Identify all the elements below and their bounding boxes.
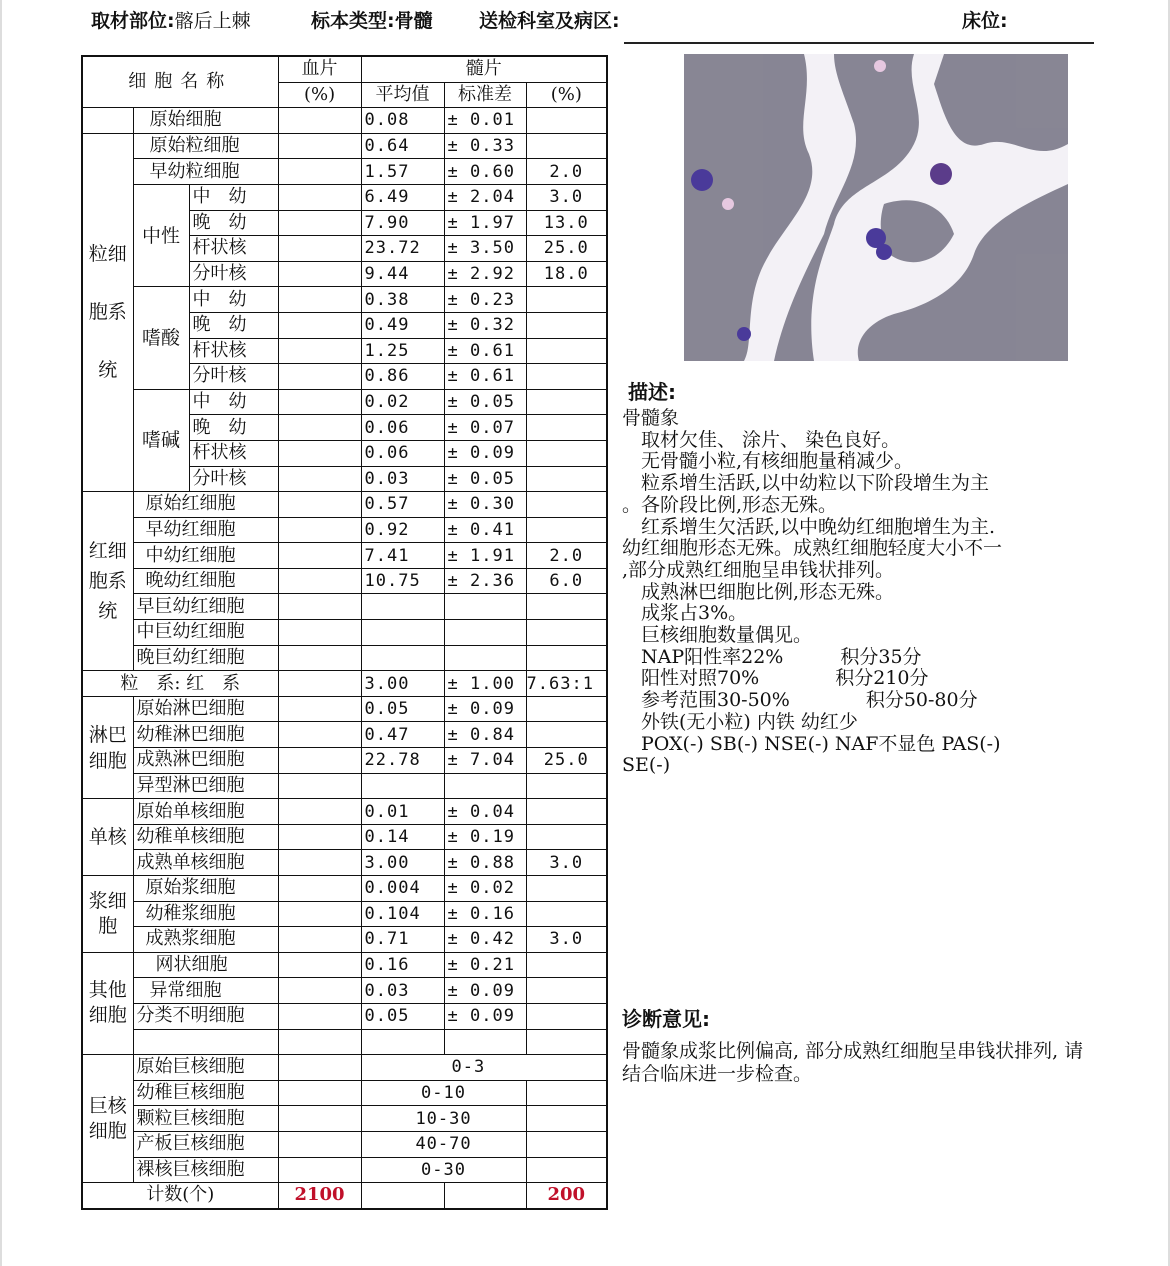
- group-monocyte: 单核: [82, 799, 133, 876]
- cell-mean: 3.00: [361, 850, 444, 876]
- table-row: [82, 1029, 607, 1055]
- cell-name: 分叶核: [189, 261, 278, 287]
- table-row-ge-ratio: [82, 671, 607, 697]
- group-lymphocyte: 淋巴细胞: [82, 696, 133, 798]
- table-row: [82, 389, 607, 415]
- cell-mean: 0.02: [361, 389, 444, 415]
- cell-name: 晚 幼: [189, 312, 278, 338]
- group-eosinophil: 嗜酸: [133, 287, 189, 389]
- cell-pct: 2.0: [526, 543, 607, 569]
- cell-mean: 9.44: [361, 261, 444, 287]
- cell-pct: [526, 901, 607, 927]
- cell-mean: 0.004: [361, 876, 444, 902]
- cell-mean: 0.16: [361, 952, 444, 978]
- description-line: 阳性对照70% 积分210分: [622, 667, 929, 690]
- cell-pct: 3.0: [526, 850, 607, 876]
- description-line: 红系增生欠活跃,以中晚幼红细胞增生为主.: [622, 515, 996, 538]
- cell-range: 0-10: [361, 1080, 526, 1106]
- cell-pct: 2.0: [526, 159, 607, 185]
- cell-sd: ± 1.97: [444, 210, 526, 236]
- header-dept: [479, 6, 620, 33]
- cell-sd: ± 0.02: [444, 876, 526, 902]
- cell-sd: ± 0.32: [444, 312, 526, 338]
- cell-pct: [526, 133, 607, 159]
- description-line: 骨髓象: [622, 407, 680, 429]
- col-blood-pct: (%): [278, 82, 361, 108]
- cell-name: 杆状核: [189, 338, 278, 364]
- table-row: [82, 901, 607, 927]
- cell-mean: 0.14: [361, 824, 444, 850]
- cell-sd: ± 1.91: [444, 543, 526, 569]
- group-other: 其他细胞: [82, 952, 133, 1054]
- cell-pct: [526, 466, 607, 492]
- cell-mean: 22.78: [361, 748, 444, 774]
- cell-mean: 0.08: [361, 108, 444, 134]
- table-row: [82, 184, 607, 210]
- cell-name: 裸核巨核细胞: [133, 1157, 278, 1183]
- cell-pct: [526, 824, 607, 850]
- table-row: [82, 159, 607, 185]
- cell-name: 中 幼: [189, 184, 278, 210]
- col-marrow: 髓片: [361, 56, 607, 82]
- table-header-row: [82, 56, 607, 82]
- description-line: POX(-) SB(-) NSE(-) NAF不显色 PAS(-): [622, 732, 1001, 755]
- specimen-value: 骨髓: [394, 10, 433, 32]
- cell-name: 网状细胞: [133, 952, 278, 978]
- cell-mean: 1.57: [361, 159, 444, 185]
- table-row: [82, 696, 607, 722]
- col-sd: 标准差: [444, 82, 526, 108]
- cell-pct: [526, 108, 607, 134]
- cell-name: 原始单核细胞: [133, 799, 278, 825]
- cell-range: 10-30: [361, 1106, 526, 1132]
- cell-name: 异型淋巴细胞: [133, 773, 278, 799]
- cell-name: 原始粒细胞: [133, 133, 278, 159]
- count-label: 计数(个): [82, 1183, 278, 1209]
- cell-sd: ± 0.07: [444, 415, 526, 441]
- cell-mean: 0.71: [361, 927, 444, 953]
- description-line: 无骨髓小粒,有核细胞量稍减少。: [622, 450, 914, 473]
- table-row: [82, 799, 607, 825]
- table-row: [82, 133, 607, 159]
- table-row: [82, 1003, 607, 1029]
- cell-name: 早巨幼红细胞: [133, 594, 278, 620]
- cell-sd: ± 1.00: [444, 671, 526, 697]
- cell-pct: [526, 492, 607, 518]
- header-site: [91, 6, 251, 33]
- cell-name: 幼稚巨核细胞: [133, 1080, 278, 1106]
- cell-mean: 0.49: [361, 312, 444, 338]
- cell-sd: ± 0.09: [444, 978, 526, 1004]
- cell-range: 0-3: [361, 1055, 607, 1081]
- col-cell-name: 细胞名称: [82, 56, 278, 108]
- cell-mean: 0.92: [361, 517, 444, 543]
- cell-name: 异常细胞: [133, 978, 278, 1004]
- cell-name: 晚幼红细胞: [133, 568, 278, 594]
- table-row: [82, 543, 607, 569]
- cell-mean: 3.00: [361, 671, 444, 697]
- cell-pct: [526, 722, 607, 748]
- cell-mean: 0.86: [361, 364, 444, 390]
- table-row: [82, 620, 607, 646]
- table-row: [82, 1157, 607, 1183]
- cell-sd: ± 0.09: [444, 1003, 526, 1029]
- cell-sd: ± 0.23: [444, 287, 526, 313]
- description-text: [622, 408, 1092, 777]
- cell-name: 粒 系: 红 系: [82, 671, 278, 697]
- cell-pct: 7.63:1: [526, 671, 607, 697]
- col-blood: 血片: [278, 56, 361, 82]
- table-row: [82, 1080, 607, 1106]
- cell-name: 分类不明细胞: [133, 1003, 278, 1029]
- cell-pct: [526, 338, 607, 364]
- cell-mean: 0.05: [361, 696, 444, 722]
- table-row: [82, 978, 607, 1004]
- cell-pct: [526, 312, 607, 338]
- cell-mean: 7.90: [361, 210, 444, 236]
- cell-pct: [526, 1003, 607, 1029]
- cell-name: 幼稚淋巴细胞: [133, 722, 278, 748]
- table-row: [82, 645, 607, 671]
- cell-sd: ± 7.04: [444, 748, 526, 774]
- cell-sd: ± 0.05: [444, 389, 526, 415]
- cell-pct: 6.0: [526, 568, 607, 594]
- description-line: 粒系增生活跃,以中幼粒以下阶段增生为主: [622, 472, 990, 495]
- cell-name: 中 幼: [189, 389, 278, 415]
- table-row: [82, 568, 607, 594]
- cell-count-table: [81, 55, 608, 1210]
- cell-name: 成熟淋巴细胞: [133, 748, 278, 774]
- header-underline: [624, 42, 1094, 44]
- cell-pct: [526, 696, 607, 722]
- diagnosis-text: 骨髓象成浆比例偏高, 部分成熟红细胞呈串钱状排列, 请结合临床进一步检查。: [622, 1040, 1084, 1085]
- cell-mean: 0.01: [361, 799, 444, 825]
- table-row: [82, 517, 607, 543]
- cell-pct: [526, 876, 607, 902]
- cell-name: 中巨幼红细胞: [133, 620, 278, 646]
- cell-mean: 0.03: [361, 978, 444, 1004]
- description-line: 参考范围30-50% 积分50-80分: [622, 689, 978, 712]
- smear-image: [684, 54, 1068, 361]
- cell-pct: [526, 415, 607, 441]
- table-row: [82, 722, 607, 748]
- col-marrow-pct: (%): [526, 82, 607, 108]
- cell-mean: 0.64: [361, 133, 444, 159]
- group-granulocyte: 粒细胞系统: [82, 133, 133, 491]
- cell-sd: ± 0.21: [444, 952, 526, 978]
- header-specimen: [311, 6, 433, 33]
- cell-name: 幼稚浆细胞: [133, 901, 278, 927]
- cell-sd: ± 2.92: [444, 261, 526, 287]
- count-blood: 2100: [278, 1183, 361, 1209]
- cell-mean: 0.104: [361, 901, 444, 927]
- cell-mean: 23.72: [361, 236, 444, 262]
- cell-name: 原始浆细胞: [133, 876, 278, 902]
- cell-name: 原始红细胞: [133, 492, 278, 518]
- cell-name: 颗粒巨核细胞: [133, 1106, 278, 1132]
- cell-name: 幼稚单核细胞: [133, 824, 278, 850]
- header-bed: [962, 6, 1008, 33]
- cell-mean: 0.03: [361, 466, 444, 492]
- description-line: 成浆占3%。: [622, 602, 748, 625]
- table-row: [82, 287, 607, 313]
- cell-pct: 18.0: [526, 261, 607, 287]
- cell-pct: [526, 364, 607, 390]
- cell-name: 晚 幼: [189, 210, 278, 236]
- cell-sd: ± 0.88: [444, 850, 526, 876]
- table-row: [82, 952, 607, 978]
- cell-mean: 0.05: [361, 1003, 444, 1029]
- table-row: [82, 1055, 607, 1081]
- cell-mean: 0.47: [361, 722, 444, 748]
- cell-name: 产板巨核细胞: [133, 1131, 278, 1157]
- count-marrow: 200: [526, 1183, 607, 1209]
- cell-sd: ± 0.09: [444, 440, 526, 466]
- cell-sd: ± 0.42: [444, 927, 526, 953]
- cell-sd: ± 0.05: [444, 466, 526, 492]
- description-line: SE(-): [622, 754, 671, 777]
- diagnosis-title: 诊断意见:: [622, 1007, 710, 1031]
- cell-sd: ± 0.33: [444, 133, 526, 159]
- cell-sd: ± 0.60: [444, 159, 526, 185]
- cell-sd: ± 0.30: [444, 492, 526, 518]
- table-row: [82, 1131, 607, 1157]
- page-left-edge: [0, 0, 2, 1266]
- cell-pct: 13.0: [526, 210, 607, 236]
- cell-sd: ± 0.84: [444, 722, 526, 748]
- table-row: [82, 492, 607, 518]
- bone-marrow-smear-photo: [684, 54, 1068, 361]
- group-basophil: 嗜碱: [133, 389, 189, 491]
- cell-sd: ± 0.61: [444, 338, 526, 364]
- table-row: [82, 594, 607, 620]
- description-line: ,部分成熟红细胞呈串钱状排列。: [622, 558, 895, 581]
- table-row: [82, 108, 607, 134]
- cell-mean: 0.38: [361, 287, 444, 313]
- table-row: [82, 773, 607, 799]
- cell-name: 杆状核: [189, 440, 278, 466]
- description-title: 描述:: [628, 380, 676, 404]
- table-row: [82, 927, 607, 953]
- group-neutrophil: 中性: [133, 184, 189, 286]
- description-line: 外铁(无小粒) 内铁 幼红少: [622, 710, 858, 733]
- cell-name: 成熟单核细胞: [133, 850, 278, 876]
- table-row: [82, 1106, 607, 1132]
- cell-pct: [526, 440, 607, 466]
- description-line: NAP阳性率22% 积分35分: [622, 645, 922, 668]
- cell-range: 40-70: [361, 1131, 526, 1157]
- cell-pct: [526, 799, 607, 825]
- cell-pct: [526, 517, 607, 543]
- group-megakaryocyte: 巨核细胞: [82, 1055, 133, 1183]
- cell-name: 中 幼: [189, 287, 278, 313]
- col-mean: 平均值: [361, 82, 444, 108]
- cell-sd: ± 2.36: [444, 568, 526, 594]
- specimen-label: 标本类型:: [311, 10, 395, 32]
- cell-pct: [526, 287, 607, 313]
- cell-sd: ± 0.01: [444, 108, 526, 134]
- cell-sd: ± 0.04: [444, 799, 526, 825]
- cell-name: 早幼粒细胞: [133, 159, 278, 185]
- cell-sd: ± 2.04: [444, 184, 526, 210]
- cell-pct: 3.0: [526, 927, 607, 953]
- cell-name: 晚 幼: [189, 415, 278, 441]
- cell-sd: ± 0.09: [444, 696, 526, 722]
- description-line: 巨核细胞数量偶见。: [622, 624, 813, 647]
- cell-name: 原始细胞: [133, 108, 278, 134]
- cell-pct: 25.0: [526, 236, 607, 262]
- cell-sd: ± 0.19: [444, 824, 526, 850]
- cell-name: 晚巨幼红细胞: [133, 645, 278, 671]
- cell-pct: 3.0: [526, 184, 607, 210]
- group-erythroid: 红细胞系统: [82, 492, 133, 671]
- cell-range: 0-30: [361, 1157, 526, 1183]
- table-row: [82, 824, 607, 850]
- table-row: [82, 876, 607, 902]
- cell-mean: 0.57: [361, 492, 444, 518]
- cell-pct: [526, 389, 607, 415]
- cell-pct: [526, 978, 607, 1004]
- site-label: 取材部位:: [91, 10, 175, 32]
- cell-sd: ± 0.16: [444, 901, 526, 927]
- cell-name: 成熟浆细胞: [133, 927, 278, 953]
- cell-name: 早幼红细胞: [133, 517, 278, 543]
- cell-mean: 1.25: [361, 338, 444, 364]
- description-line: 。各阶段比例,形态无殊。: [622, 493, 838, 516]
- cell-name: 原始淋巴细胞: [133, 696, 278, 722]
- table-row: [82, 748, 607, 774]
- table-row-count: [82, 1183, 607, 1209]
- bed-label: 床位:: [962, 10, 1008, 32]
- cell-name: 中幼红细胞: [133, 543, 278, 569]
- group-plasma: 浆细胞: [82, 876, 133, 953]
- cell-sd: ± 0.61: [444, 364, 526, 390]
- cell-pct: [526, 952, 607, 978]
- site-value: 髂后上棘: [174, 10, 251, 32]
- description-line: 成熟淋巴细胞比例,形态无殊。: [622, 580, 895, 603]
- cell-mean: 10.75: [361, 568, 444, 594]
- description-line: 幼红细胞形态无殊。成熟红细胞轻度大小不一: [622, 537, 1003, 560]
- dept-label: 送检科室及病区:: [479, 10, 620, 32]
- cell-mean: 0.06: [361, 440, 444, 466]
- cell-mean: 6.49: [361, 184, 444, 210]
- cell-name: 分叶核: [189, 364, 278, 390]
- cell-name: 原始巨核细胞: [133, 1055, 278, 1081]
- table-row: [82, 850, 607, 876]
- cell-mean: 0.06: [361, 415, 444, 441]
- description-line: 取材欠佳、 涂片、 染色良好。: [622, 428, 901, 451]
- cell-name: 分叶核: [189, 466, 278, 492]
- cell-mean: 7.41: [361, 543, 444, 569]
- cell-sd: ± 0.41: [444, 517, 526, 543]
- cell-name: 杆状核: [189, 236, 278, 262]
- cell-pct: 25.0: [526, 748, 607, 774]
- cell-sd: ± 3.50: [444, 236, 526, 262]
